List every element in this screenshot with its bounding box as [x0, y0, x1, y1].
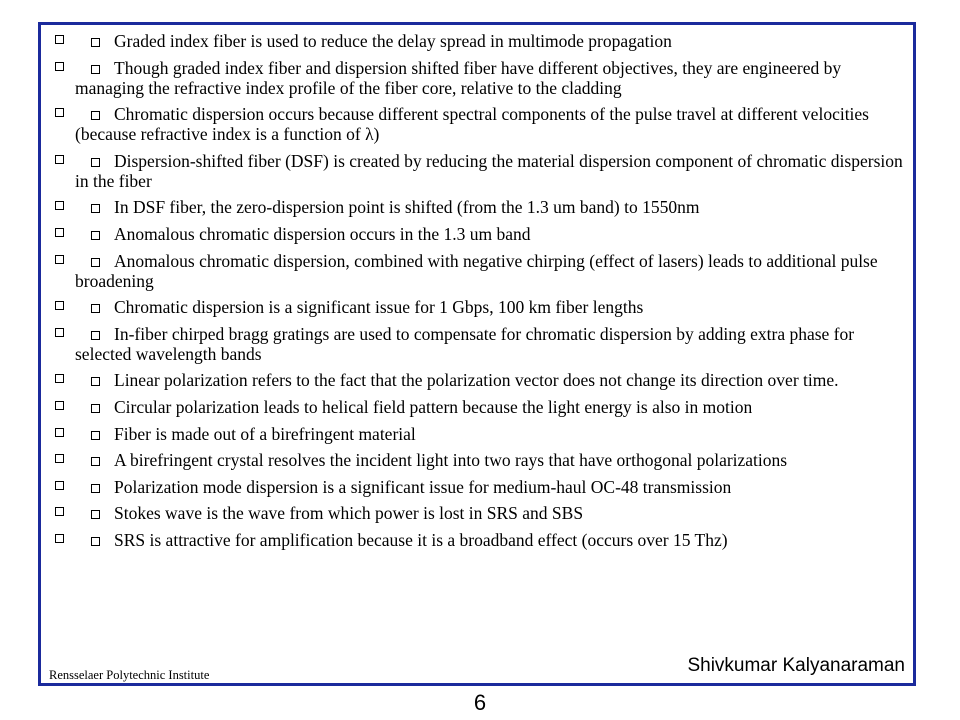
hollow-square-icon — [91, 510, 100, 519]
bullet-text: Dispersion-shifted fiber (DSF) is created by reducing the material dispersion component of chromatic dispersion in the fiber — [75, 150, 903, 191]
bullet-text: SRS is attractive for amplification because it is a broadband effect (occurs over 15 Thz) — [114, 529, 728, 550]
bullet-text: Though graded index fiber and dispersion shifted fiber have different objectives, they are engineered by managing the refractive index profile of the fiber core, relative to the cladding — [75, 57, 842, 98]
bullet-list — [51, 31, 907, 557]
bullet-item — [51, 450, 907, 470]
bullet-text: Stokes wave is the wave from which power is lost in SRS and SBS — [114, 503, 584, 524]
hollow-square-icon — [55, 35, 64, 44]
hollow-square-icon — [91, 304, 100, 313]
hollow-square-icon — [55, 534, 64, 543]
hollow-square-icon — [55, 201, 64, 210]
bullet-item — [51, 197, 907, 217]
page-number: 6 — [473, 690, 487, 715]
bullet-text: A birefringent crystal resolves the incident light into two rays that have orthogonal polarizations — [114, 450, 788, 471]
bullet-text: Chromatic dispersion is a significant issue for 1 Gbps, 100 km fiber lengths — [114, 297, 644, 318]
hollow-square-icon — [55, 481, 64, 490]
hollow-square-icon — [91, 457, 100, 466]
bullet-text: In DSF fiber, the zero-dispersion point is shifted (from the 1.3 um band) to 1550nm — [114, 197, 700, 218]
hollow-square-icon — [55, 401, 64, 410]
bullet-text: In-fiber chirped bragg gratings are used to compensate for chromatic dispersion by adding extra phase for selected wavelength bands — [75, 323, 855, 364]
bullet-text: Chromatic dispersion occurs because different spectral components of the pulse travel at different velocities (because refractive index is a function of λ) — [75, 104, 869, 145]
hollow-square-icon — [91, 258, 100, 267]
hollow-square-icon — [55, 255, 64, 264]
hollow-square-icon — [91, 377, 100, 386]
hollow-square-icon — [55, 454, 64, 463]
bullet-text: Anomalous chromatic dispersion occurs in the 1.3 um band — [114, 223, 531, 244]
hollow-square-icon — [55, 428, 64, 437]
hollow-square-icon — [91, 431, 100, 440]
bullet-item — [51, 477, 907, 497]
bullet-item — [51, 530, 907, 550]
bullet-text: Polarization mode dispersion is a significant issue for medium-haul OC-48 transmission — [114, 476, 732, 497]
bullet-item — [51, 297, 907, 317]
slide-frame — [38, 22, 916, 686]
hollow-square-icon — [91, 484, 100, 493]
bullet-text: Graded index fiber is used to reduce the delay spread in multimode propagation — [114, 31, 672, 51]
hollow-square-icon — [55, 62, 64, 71]
bullet-item — [51, 397, 907, 417]
hollow-square-icon — [55, 155, 64, 164]
bullet-item — [51, 104, 907, 144]
bullet-item — [51, 424, 907, 444]
hollow-square-icon — [91, 331, 100, 340]
bullet-item — [51, 503, 907, 523]
bullet-text: Fiber is made out of a birefringent material — [114, 423, 416, 444]
bullet-text: Anomalous chromatic dispersion, combined with negative chirping (effect of lasers) leads to additional pulse broadening — [75, 250, 878, 291]
hollow-square-icon — [55, 228, 64, 237]
hollow-square-icon — [91, 537, 100, 546]
hollow-square-icon — [55, 507, 64, 516]
bullet-text: Circular polarization leads to helical field pattern because the light energy is also in motion — [114, 396, 753, 417]
hollow-square-icon — [91, 65, 100, 74]
hollow-square-icon — [55, 374, 64, 383]
hollow-square-icon — [91, 204, 100, 213]
hollow-square-icon — [91, 111, 100, 120]
institution-label: Rensselaer Polytechnic Institute — [49, 668, 210, 682]
hollow-square-icon — [55, 328, 64, 337]
bullet-item — [51, 224, 907, 244]
hollow-square-icon — [91, 231, 100, 240]
bullet-item — [51, 251, 907, 291]
hollow-square-icon — [91, 158, 100, 167]
hollow-square-icon — [55, 108, 64, 117]
bullet-item — [51, 324, 907, 364]
bullet-item — [51, 370, 907, 390]
bullet-item — [51, 58, 907, 98]
hollow-square-icon — [91, 38, 100, 47]
hollow-square-icon — [55, 301, 64, 310]
hollow-square-icon — [91, 404, 100, 413]
author-name: Shivkumar Kalyanaraman — [687, 655, 905, 676]
bullet-item — [51, 31, 907, 51]
bullet-text: Linear polarization refers to the fact that the polarization vector does not change its direction over time. — [114, 370, 839, 391]
bullet-item — [51, 151, 907, 191]
